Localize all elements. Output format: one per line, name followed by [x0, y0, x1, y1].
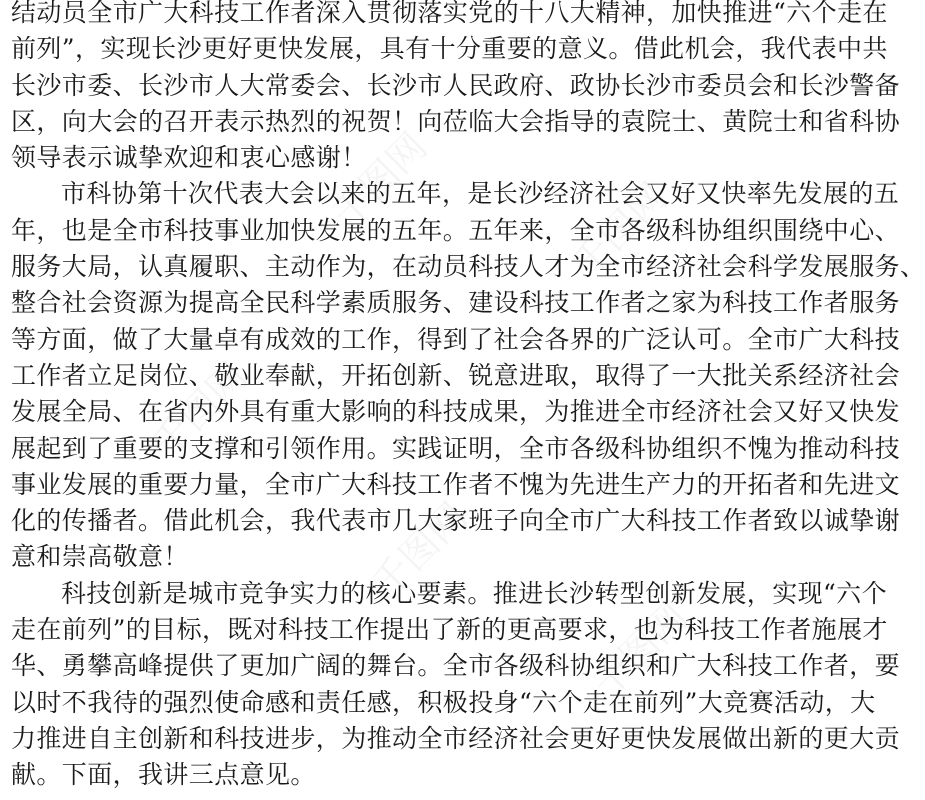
text-line: 事业发展的重要力量，全市广大科技工作者不愧为先进生产力的开拓者和先进文 — [11, 469, 901, 499]
text-line: 前列”，实现长沙更好更快发展，具有十分重要的意义。借此机会，我代表中共 — [11, 34, 888, 64]
watermark: 千图网 — [363, 494, 476, 606]
document-body — [11, 0, 925, 794]
text-line: 工作者立足岗位、敬业奉献，开拓创新、锐意进取，取得了一大批关系经济社会 — [11, 360, 901, 390]
text-line: 发展全局、在省内外具有重大影响的科技成果，为推进全市经济社会又好又快发 — [11, 397, 901, 427]
text-line: 化的传播者。借此机会，我代表市几大家班子向全市广大科技工作者致以诚挚谢 — [11, 506, 901, 536]
watermark: 千图网 — [583, 594, 696, 706]
text-line: 以时不我待的强烈使命感和责任感，积极投身“六个走在前列”大竞赛活动，大 — [11, 687, 876, 717]
paragraph-start-line: 科技创新是城市竞争实力的核心要素。推进长沙转型创新发展，实现“六个 — [61, 578, 887, 608]
watermark: 千图网 — [323, 124, 436, 236]
text-line: 年，也是全市科技事业加快发展的五年。五年来，全市各级科协组织围绕中心、 — [11, 215, 901, 245]
text-line: 华、勇攀高峰提供了更加广阔的舞台。全市各级科协组织和广大科技工作者，要 — [11, 651, 901, 681]
text-line: 展起到了重要的支撑和引领作用。实践证明，全市各级科协组织不愧为推动科技 — [11, 433, 901, 463]
text-line: 献。下面，我讲三点意见。 — [11, 760, 316, 790]
text-line: 意和崇高敬意！ — [11, 542, 189, 572]
watermark: 千图网 — [563, 174, 676, 286]
text-line: 整合社会资源为提高全民科学素质服务、建设科技工作者之家为科技工作者服务 — [11, 288, 901, 318]
text-line: 力推进自主创新和科技进步，为推动全市经济社会更好更快发展做出新的更大贡 — [11, 723, 901, 753]
text-line: 等方面，做了大量卓有成效的工作，得到了社会各界的广泛认可。全市广大科技 — [11, 324, 901, 354]
text-line: 区，向大会的召开表示热烈的祝贺！向莅临大会指导的袁院士、黄院士和省科协 — [11, 106, 901, 136]
text-line: 走在前列”的目标，既对科技工作提出了新的更高要求，也为科技工作者施展才 — [11, 615, 888, 645]
paragraph-start-line: 市科协第十次代表大会以来的五年，是长沙经济社会又好又快率先发展的五 — [61, 179, 900, 209]
watermark: 千图网 — [143, 354, 256, 466]
text-line: 结动员全市广大科技工作者深入贯彻落实党的十八大精神，加快推进“六个走在 — [11, 0, 888, 27]
text-line: 长沙市委、长沙市人大常委会、长沙市人民政府、政协长沙市委员会和长沙警备 — [11, 70, 901, 100]
text-line: 服务大局，认真履职、主动作为，在动员科技人才为全市经济社会科学发展服务、 — [11, 252, 925, 282]
text-line: 领导表示诚挚欢迎和衷心感谢！ — [11, 143, 367, 173]
